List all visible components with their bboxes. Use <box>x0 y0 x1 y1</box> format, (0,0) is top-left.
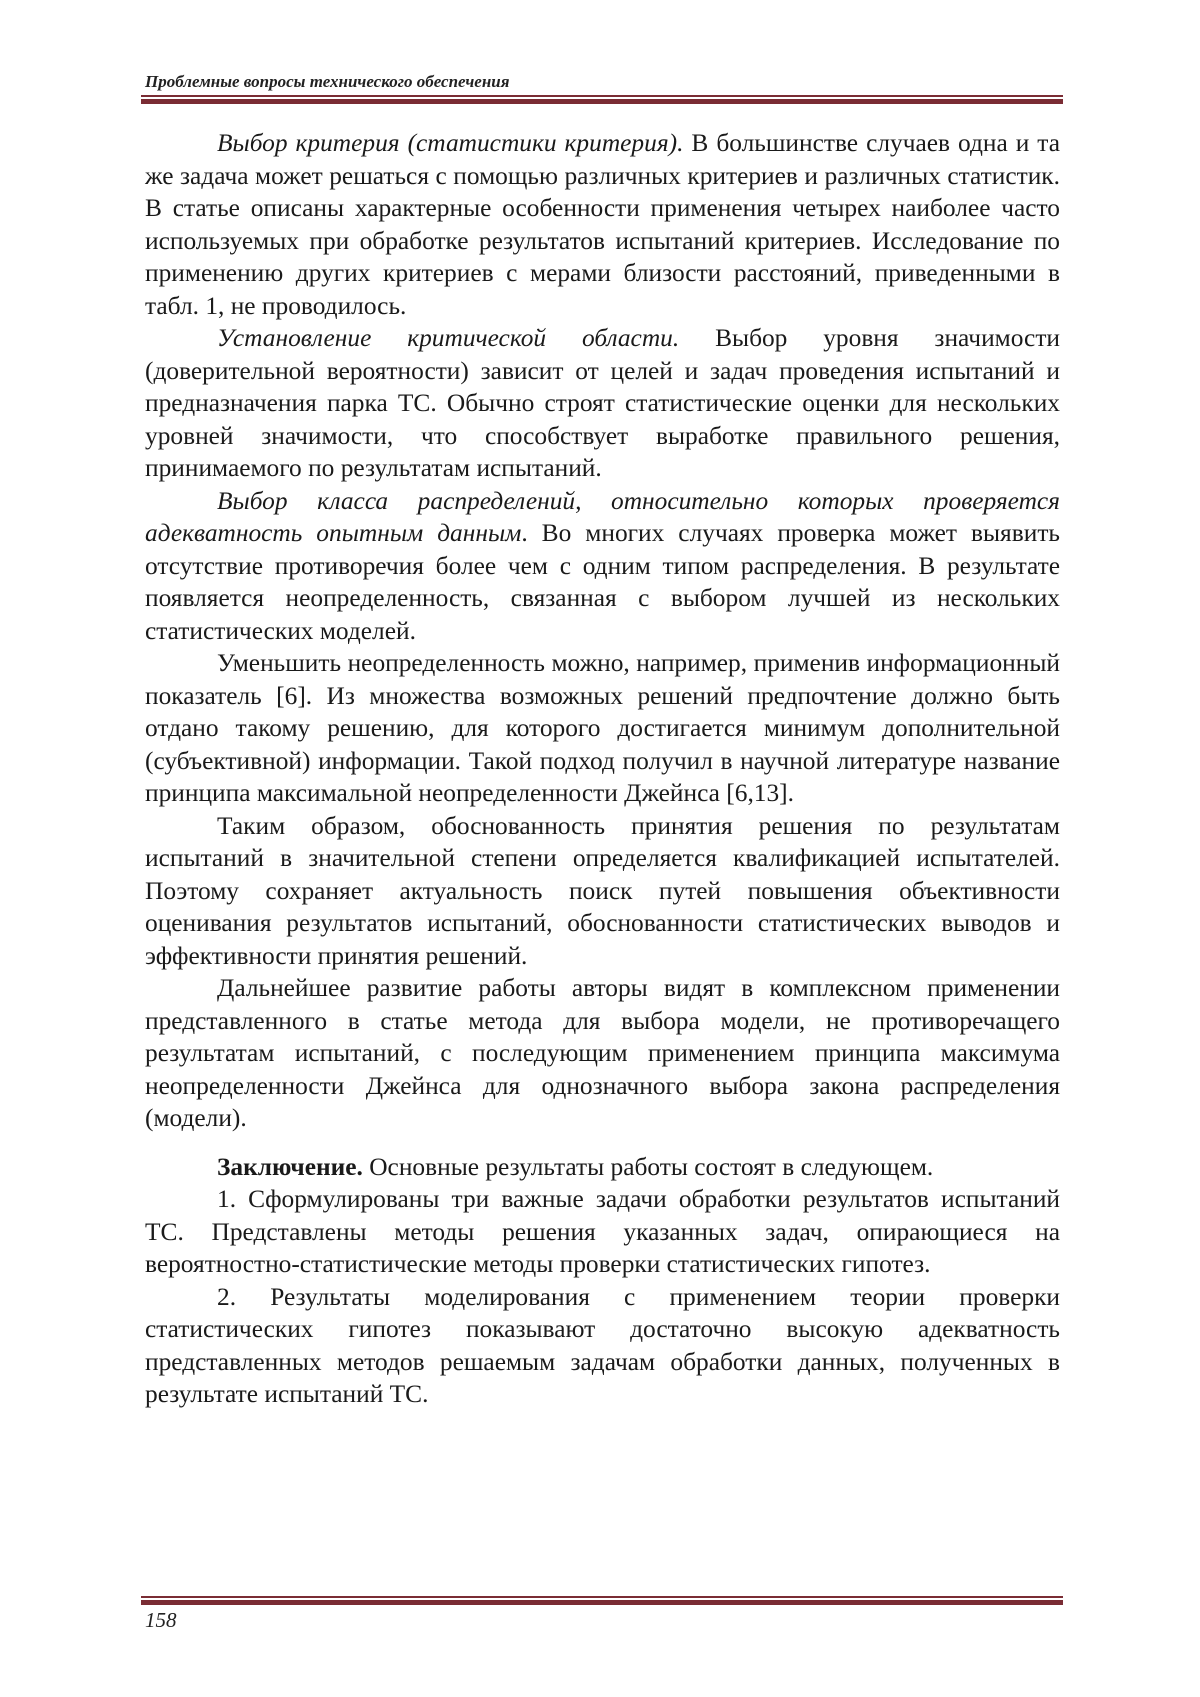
paragraph-text: Выбор уровня значимости (доверительной вероятности) зависит от целей и задач проведения испытаний и предназначения парка ТС. Обычно строят статистические оценки для нескольких уровней значимости, что способствует выработке правильного решения, принимаемого по результатам испытаний. <box>145 324 1061 482</box>
paragraph-criterion-choice <box>145 127 1060 322</box>
header-rule <box>141 95 1063 104</box>
paragraph-text: . Во многих случаях проверка может выявить отсутствие противоречия более чем с одним типом распределения. В результате появляется неопределенность, связанная с выбором лучшей из нескольких статистических моделей. <box>145 519 1060 645</box>
footer-rule <box>141 1596 1063 1605</box>
conclusion-intro <box>145 1151 1060 1184</box>
conclusion-intro-text: Основные результаты работы состоят в следующем. <box>362 1152 934 1181</box>
body-text <box>145 127 1060 1411</box>
paragraph-critical-region <box>145 322 1060 485</box>
conclusion-item-2: 2. Результаты моделирования с применением теории проверки статистических гипотез показывают достаточно высокую адекватность представленных методов решаемым задачам обработки данных, полученных в результате испытаний ТС. <box>145 1282 1060 1408</box>
paragraph-future-work: Дальнейшее развитие работы авторы видят в комплексном применении представленного в статье метода для выбора модели, не противоречащего результатам испытаний, с последующим применением принципа максимума неопределенности Джейнса для однозначного выбора закона распределения (модели). <box>145 974 1060 1132</box>
page-number: 158 <box>145 1608 177 1632</box>
paragraph-uncertainty: Уменьшить неопределенность можно, например, применив информационный показатель [6]. Из множества возможных решений предпочтение должно быть отдано такому решению, для которого достигается минимум дополнительной (субъективной) информации. Такой подход получил в научной литературе название принципа максимальной неопределенности Джейнса [6,13]. <box>145 649 1060 807</box>
paragraph-lead: Выбор класса распределений, относительно которых проверяется адекватность опытным данным <box>145 486 1060 547</box>
paragraph-justification: Таким образом, обоснованность принятия решения по результатам испытаний в значительной степени определяется квалификацией испытателей. Поэтому сохраняет актуальность поиск путей повышения объективности оценивания результатов испытаний, обоснованности статистических выводов и эффективности принятия решений. <box>145 811 1060 970</box>
paragraph-lead: Установление критической области. <box>217 324 680 352</box>
conclusion-heading: Заключение. <box>217 1152 363 1181</box>
conclusion-item-1: 1. Сформулированы три важные задачи обработки результатов испытаний ТС. Представлены методы решения указанных задач, опирающиеся на вероятностно-статистические методы проверки статистических гипотез. <box>145 1185 1060 1278</box>
paragraph-lead: Выбор критерия (статистики критерия). <box>217 129 684 157</box>
paragraph-distribution-class <box>145 485 1060 648</box>
running-head-title: Проблемные вопросы технического обеспечения <box>145 72 510 91</box>
paragraph-text: В большинстве случаев одна и та же задача может решаться с помощью различных критериев и различных статистик. В статье описаны характерные особенности применения четырех наиболее часто используемых при обработке результатов испытаний критериев. Исследование по применению других критериев с мерами близости расстояний, приведенными в табл. 1, не проводилось. <box>145 129 1060 320</box>
